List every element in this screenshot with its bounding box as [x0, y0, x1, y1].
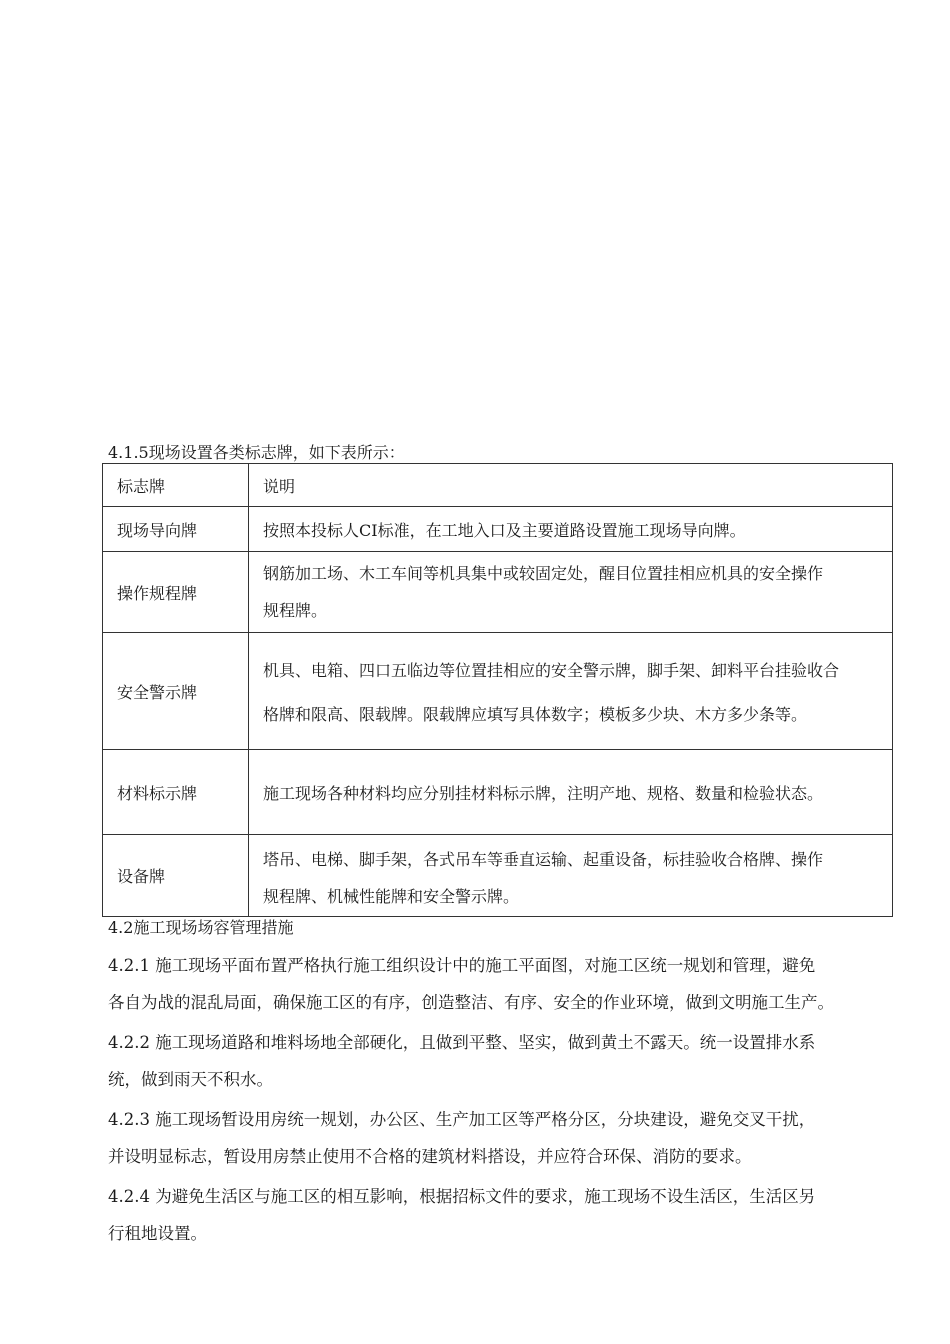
sign-name: 操作规程牌 — [103, 552, 249, 633]
description-line: 按照本投标人CI标准，在工地入口及主要道路设置施工现场导向牌。 — [263, 520, 746, 540]
paragraph-4-2-4 — [108, 1178, 892, 1252]
paragraph-line: 4.2.4 为避免生活区与施工区的相互影响，根据招标文件的要求，施工现场不设生活区，生活区另 — [108, 1187, 816, 1206]
sign-description — [249, 633, 893, 750]
paragraph-line: 行租地设置。 — [108, 1224, 207, 1243]
table-header-row — [103, 464, 893, 507]
description-line: 塔吊、电梯、脚手架，各式吊车等垂直运输、起重设备，标挂验收合格牌、操作 — [263, 849, 824, 869]
table-row — [103, 633, 893, 750]
description-line: 钢筋加工场、木工车间等机具集中或较固定处，醒目位置挂相应机具的安全操作 — [263, 564, 824, 583]
sign-name: 现场导向牌 — [103, 507, 249, 552]
header-description: 说明 — [249, 464, 893, 507]
paragraph-line: 4.2.3 施工现场暂设用房统一规划，办公区、生产加工区等严格分区，分块建设，避免交叉干扰， — [108, 1110, 816, 1129]
paragraph-4-2-1 — [108, 947, 892, 1021]
sign-name: 材料标示牌 — [103, 750, 249, 835]
description-line: 机具、电箱、四口五临边等位置挂相应的安全警示牌，脚手架、卸料平台挂验收合 — [263, 661, 840, 680]
description-line: 格牌和限高、限载牌。限载牌应填写具体数字；模板多少块、木方多少条等。 — [263, 705, 808, 724]
table-row — [103, 507, 893, 552]
paragraph-line: 统，做到雨天不积水。 — [108, 1070, 273, 1089]
signs-table — [102, 463, 893, 917]
paragraph-line: 各自为战的混乱局面，确保施工区的有序，创造整洁、有序、安全的作业环境，做到文明施工生产。 — [108, 993, 834, 1012]
paragraph-4-2-2 — [108, 1024, 892, 1098]
table-row — [103, 835, 893, 917]
sign-description — [249, 835, 893, 917]
section-heading: 4.2施工现场场容管理措施 — [108, 918, 294, 937]
description-line: 施工现场各种材料均应分别挂材料标示牌，注明产地、规格、数量和检验状态。 — [263, 783, 824, 803]
sign-description — [249, 750, 893, 835]
paragraph-line: 4.2.2 施工现场道路和堆料场地全部硬化，且做到平整、坚实，做到黄土不露天。统一设置排水系 — [108, 1033, 816, 1052]
description-line: 规程牌。 — [263, 601, 328, 620]
description-line: 规程牌、机械性能牌和安全警示牌。 — [263, 886, 520, 906]
sign-description — [249, 507, 893, 552]
paragraph-line: 4.2.1 施工现场平面布置严格执行施工组织设计中的施工平面图，对施工区统一规划和管理，避免 — [108, 956, 816, 975]
sign-name: 安全警示牌 — [103, 633, 249, 750]
paragraph-line: 并设明显标志，暂设用房禁止使用不合格的建筑材料搭设，并应符合环保、消防的要求。 — [108, 1147, 752, 1166]
table-caption: 4.1.5现场设置各类标志牌，如下表所示： — [108, 443, 405, 462]
table-row — [103, 552, 893, 633]
header-sign: 标志牌 — [103, 464, 249, 507]
table-row — [103, 750, 893, 835]
paragraph-4-2-3 — [108, 1101, 892, 1175]
sign-description — [249, 552, 893, 633]
sign-name: 设备牌 — [103, 835, 249, 917]
